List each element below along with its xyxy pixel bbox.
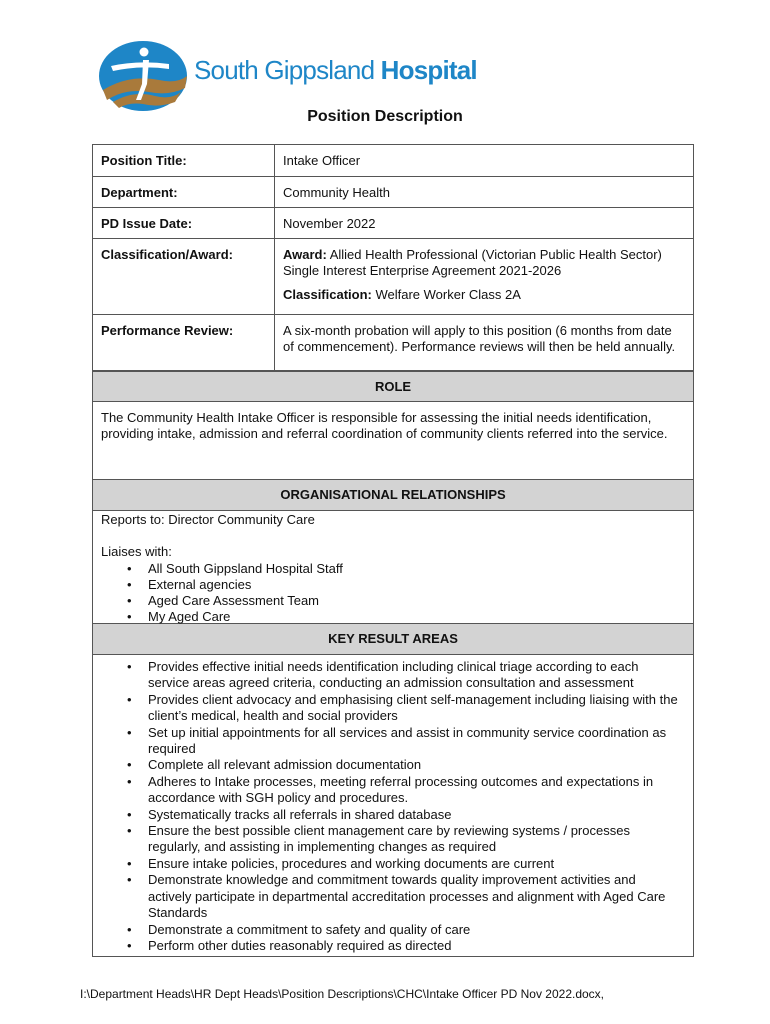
file-path-footer: I:\Department Heads\HR Dept Heads\Position Descriptions\CHC\Intake Officer PD Nov 2022.docx,	[80, 987, 605, 1001]
list-item: • External agencies	[101, 577, 685, 593]
reports-to: Reports to: Director Community Care	[101, 512, 315, 527]
list-item: • Demonstrate a commitment to safety and quality of care	[101, 922, 681, 938]
list-item: • Set up initial appointments for all services and assist in community service coordination as required	[101, 725, 681, 758]
list-item: • My Aged Care	[101, 609, 685, 625]
position-table	[92, 144, 694, 957]
field-label: Performance Review:	[93, 315, 275, 370]
row-department	[93, 177, 693, 208]
list-item: • Complete all relevant admission documentation	[101, 757, 681, 773]
kra-list	[101, 659, 685, 954]
field-label: PD Issue Date:	[93, 208, 275, 238]
field-value: A six-month probation will apply to this position (6 months from date of commencement). Performance reviews will then be held annually.	[283, 323, 676, 354]
liaises-list	[101, 561, 685, 626]
liaises-with-label: Liaises with:	[101, 544, 172, 560]
list-item: • Ensure the best possible client management care by reviewing systems / processes regularly, and assisting in implementing changes as required	[101, 823, 681, 856]
list-item: • Perform other duties reasonably required as directed	[101, 938, 681, 954]
field-value	[275, 239, 693, 314]
document-title: Position Description	[307, 108, 463, 125]
role-heading: ROLE	[93, 371, 693, 402]
classification-text: Classification: Welfare Worker Class 2A	[283, 287, 521, 302]
field-label: Position Title:	[93, 145, 275, 176]
org-heading: ORGANISATIONAL RELATIONSHIPS	[93, 480, 693, 511]
key-result-areas	[93, 655, 693, 956]
award-text: Award: Allied Health Professional (Victorian Public Health Sector) Single Interest Enterprise Agreement 2021-2026	[283, 247, 662, 278]
hospital-logo	[99, 40, 499, 112]
field-value: Community Health	[283, 185, 390, 200]
field-label: Department:	[93, 177, 275, 207]
kra-heading: KEY RESULT AREAS	[93, 624, 693, 655]
field-label: Classification/Award:	[93, 239, 275, 314]
field-value: Intake Officer	[283, 153, 361, 168]
org-relationships	[93, 511, 693, 624]
list-item: • Ensure intake policies, procedures and working documents are current	[101, 856, 681, 872]
list-item: • Provides effective initial needs identification including clinical triage according to each service areas agreed criteria, conducting an admission consultation and assessment	[101, 659, 681, 692]
row-classification	[93, 239, 693, 315]
list-item: • All South Gippsland Hospital Staff	[101, 561, 685, 577]
hospital-logo-emblem-icon	[99, 40, 189, 112]
field-value: November 2022	[283, 216, 376, 231]
hospital-name: South Gippsland Hospital	[194, 55, 477, 85]
list-item: • Demonstrate knowledge and commitment towards quality improvement activities and actively participate in departmental accreditation processes and alignment with Aged Care Standards	[101, 872, 681, 921]
row-performance-review	[93, 315, 693, 371]
role-description: The Community Health Intake Officer is responsible for assessing the initial needs identification, providing intake, admission and referral coordination of community clients referred into the service.	[93, 402, 693, 480]
row-issue-date	[93, 208, 693, 239]
row-position-title	[93, 145, 693, 177]
list-item: • Provides client advocacy and emphasising client self-management including liaising with the client’s medical, health and social providers	[101, 692, 681, 725]
list-item: • Systematically tracks all referrals in shared database	[101, 807, 681, 823]
list-item: • Adheres to Intake processes, meeting referral processing outcomes and expectations in accordance with SGH policy and procedures.	[101, 774, 681, 807]
list-item: • Aged Care Assessment Team	[101, 593, 685, 609]
